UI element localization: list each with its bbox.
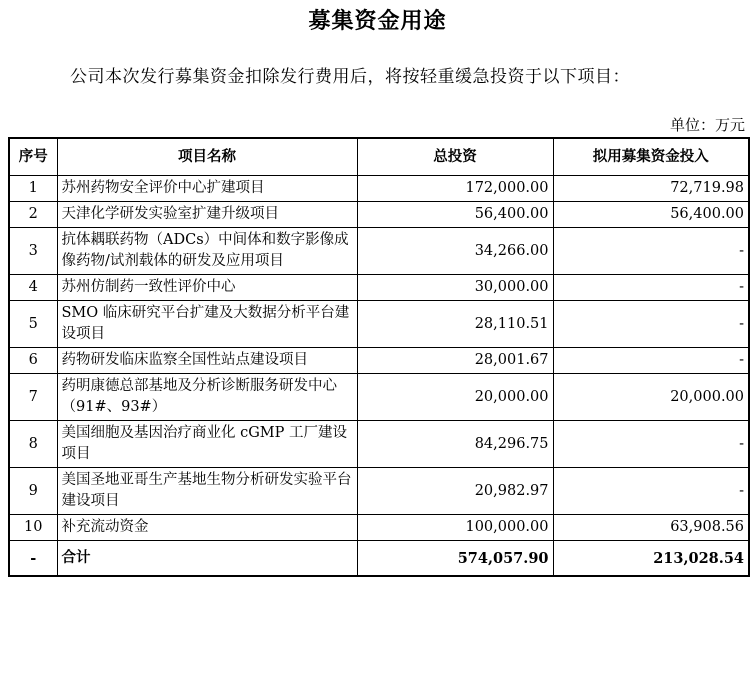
unit-label: 单位：万元 [669,116,745,134]
table-header-row [9,138,749,176]
row-total: 34,266.00 [357,228,553,275]
table-row [9,421,749,468]
row-total: 100,000.00 [357,515,553,541]
row-project-name: 美国细胞及基因治疗商业化 cGMP 工厂建设项目 [57,421,357,468]
row-no: 2 [9,202,57,228]
row-project-name: 苏州药物安全评价中心扩建项目 [57,176,357,202]
header-project-name: 项目名称 [57,138,357,176]
row-raised: 63,908.56 [553,515,749,541]
header-total-investment: 总投资 [357,138,553,176]
row-total: 30,000.00 [357,275,553,301]
row-raised: 20,000.00 [553,374,749,421]
row-project-name: 美国圣地亚哥生产基地生物分析研发实验平台建设项目 [57,468,357,515]
row-no: 3 [9,228,57,275]
row-raised: - [553,228,749,275]
table-row [9,176,749,202]
row-raised: 56,400.00 [553,202,749,228]
row-raised: - [553,275,749,301]
row-no: 5 [9,301,57,348]
row-no: 8 [9,421,57,468]
total-row [9,541,749,577]
total-label: 合计 [57,541,357,577]
table-row [9,468,749,515]
row-total: 28,110.51 [357,301,553,348]
row-project-name: SMO 临床研究平台扩建及大数据分析平台建设项目 [57,301,357,348]
table-row [9,301,749,348]
row-project-name: 补充流动资金 [57,515,357,541]
table-row [9,228,749,275]
row-project-name: 抗体耦联药物（ADCs）中间体和数字影像成像药物/试剂载体的研发及应用项目 [57,228,357,275]
total-investment-sum: 574,057.90 [357,541,553,577]
row-project-name: 药物研发临床监察全国性站点建设项目 [57,348,357,374]
total-no: - [9,541,57,577]
row-no: 9 [9,468,57,515]
row-raised: - [553,301,749,348]
total-raised-sum: 213,028.54 [553,541,749,577]
row-project-name: 药明康德总部基地及分析诊断服务研发中心（91#、93#） [57,374,357,421]
row-no: 1 [9,176,57,202]
row-total: 20,982.97 [357,468,553,515]
row-project-name: 天津化学研发实验室扩建升级项目 [57,202,357,228]
row-total: 20,000.00 [357,374,553,421]
row-total: 172,000.00 [357,176,553,202]
table-row [9,202,749,228]
table-row [9,348,749,374]
row-raised: 72,719.98 [553,176,749,202]
row-no: 10 [9,515,57,541]
row-project-name: 苏州仿制药一致性评价中心 [57,275,357,301]
intro-paragraph: 公司本次发行募集资金扣除发行费用后，将按轻重缓急投资于以下项目： [70,67,630,87]
page-title: 募集资金用途 [308,9,447,34]
row-total: 28,001.67 [357,348,553,374]
header-no: 序号 [9,138,57,176]
row-no: 7 [9,374,57,421]
row-total: 56,400.00 [357,202,553,228]
table-row [9,515,749,541]
row-raised: - [553,348,749,374]
row-raised: - [553,468,749,515]
table-row [9,374,749,421]
row-no: 6 [9,348,57,374]
table-row [9,275,749,301]
row-no: 4 [9,275,57,301]
fund-usage-table [8,137,750,577]
row-total: 84,296.75 [357,421,553,468]
header-raised-funds: 拟用募集资金投入 [553,138,749,176]
row-raised: - [553,421,749,468]
